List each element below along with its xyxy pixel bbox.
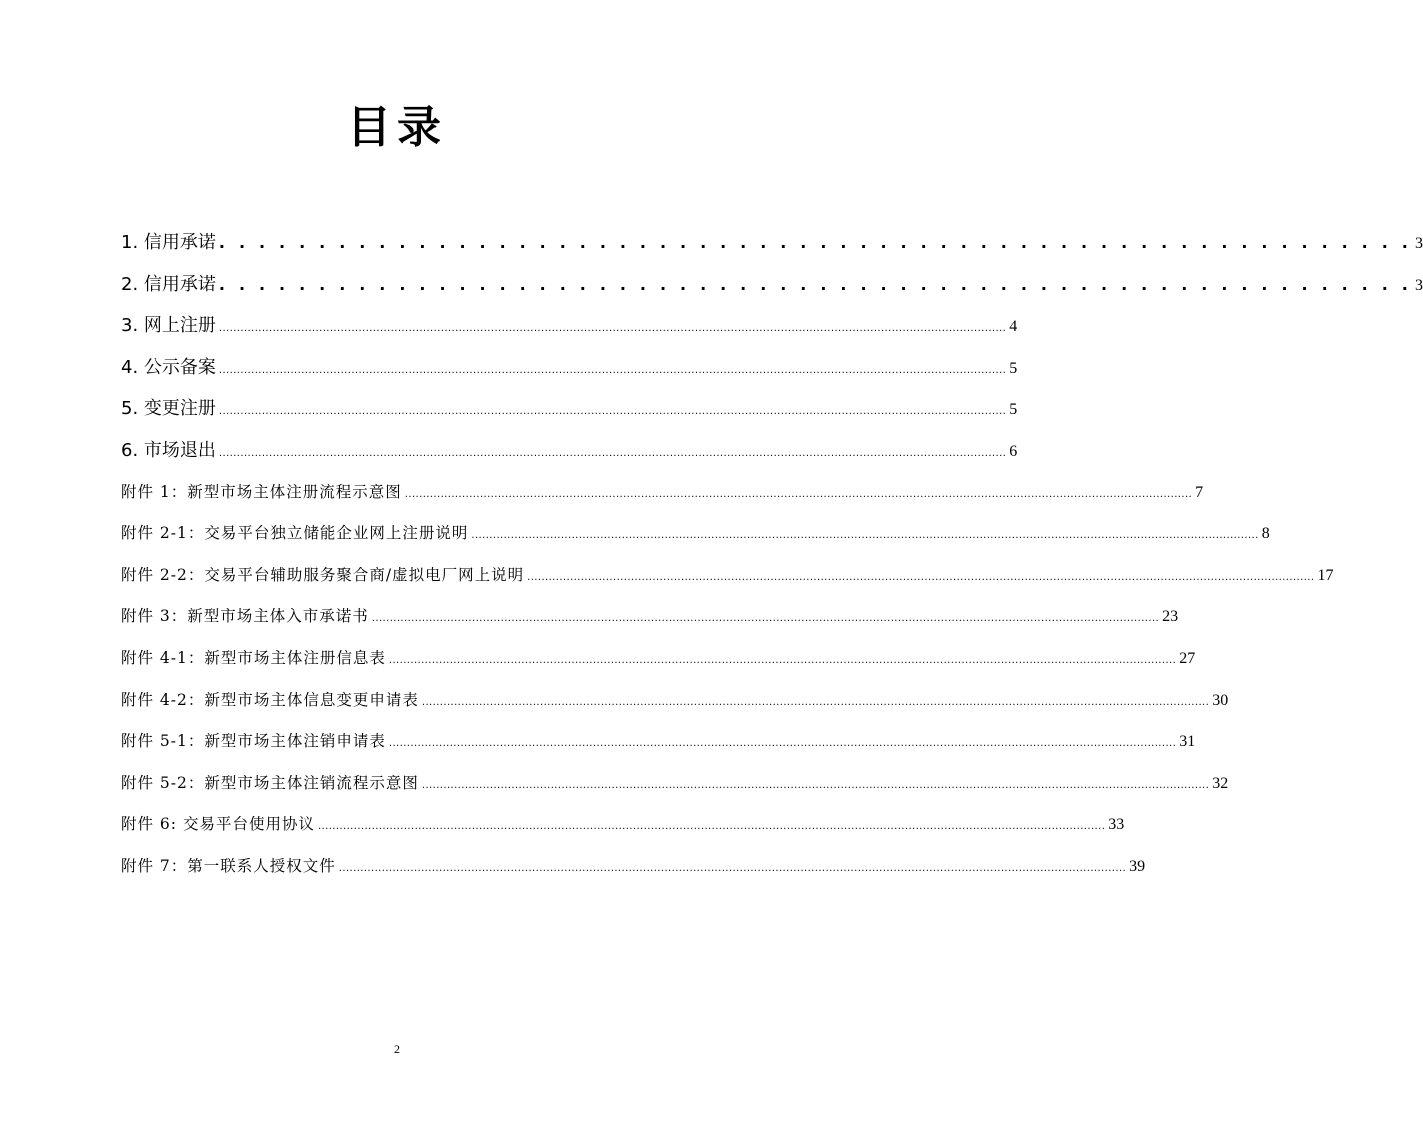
toc-entry[interactable] — [121, 222, 1423, 264]
toc-entry[interactable] — [121, 347, 1018, 389]
toc-entry-page-number: 32 — [1212, 774, 1229, 792]
toc-leader-dots: . . . . . . . . . . . . . . . . . . . . . . . . . . . . . . . . . . . . . . . . . . . . . . . . . . . . . . . . . . . . — [218, 233, 1413, 252]
toc-entry-page-number: 7 — [1195, 483, 1204, 501]
toc-entry-page-number: 27 — [1179, 649, 1196, 667]
toc-entry-label: 附件 1：新型市场主体注册流程示意图 — [121, 482, 402, 501]
toc-entry[interactable] — [121, 264, 1423, 306]
toc-entry[interactable] — [121, 305, 1018, 347]
toc-leader-dots: ............................................................................................................................................................................................................................ — [218, 323, 1007, 335]
toc-entry-page-number: 3 — [1415, 235, 1423, 252]
toc-entry-page-number: 6 — [1009, 442, 1018, 460]
toc-entry-page-number: 8 — [1261, 525, 1270, 543]
table-of-contents — [121, 222, 1423, 888]
toc-leader-dots: ............................................................................................................................................................................................................................ — [218, 364, 1007, 376]
toc-entry-page-number: 23 — [1162, 608, 1179, 626]
toc-entry-page-number: 5 — [1009, 359, 1018, 377]
toc-leader-dots: ............................................................................................................................................................................................................................ — [218, 447, 1007, 459]
toc-entry-page-number: 30 — [1212, 691, 1229, 709]
toc-leader-dots: ............................................................................................................................................................................................................................ — [404, 488, 1193, 500]
toc-leader-dots: ............................................................................................................................................................................................................................ — [218, 406, 1007, 418]
toc-entry[interactable] — [121, 638, 1196, 680]
toc-entry-page-number: 31 — [1179, 733, 1196, 751]
toc-leader-dots: ............................................................................................................................................................................................................................ — [471, 530, 1259, 542]
toc-entry[interactable] — [121, 596, 1179, 638]
toc-entry-label: 2. 信用承诺 — [121, 273, 216, 295]
toc-entry-page-number: 33 — [1108, 816, 1125, 834]
page-title: 目录 — [347, 102, 447, 153]
toc-entry[interactable] — [121, 680, 1229, 722]
toc-entry-label: 附件 6: 交易平台使用协议 — [121, 815, 315, 834]
toc-leader-dots: . . . . . . . . . . . . . . . . . . . . . . . . . . . . . . . . . . . . . . . . . . . . . . . . . . . . . . . . . . . . — [218, 274, 1413, 294]
toc-entry-label: 附件 2-2：交易平台辅助服务聚合商/虚拟电厂网上说明 — [121, 565, 525, 584]
toc-entry-label: 附件 5-1：新型市场主体注销申请表 — [121, 732, 386, 751]
toc-entry[interactable] — [121, 804, 1125, 846]
toc-entry[interactable] — [121, 513, 1270, 555]
toc-leader-dots: ............................................................................................................................................................................................................................ — [338, 862, 1127, 874]
toc-entry-page-number: 17 — [1317, 566, 1334, 584]
toc-entry[interactable] — [121, 846, 1146, 888]
toc-leader-dots: ............................................................................................................................................................................................................................ — [371, 613, 1160, 625]
toc-entry-label: 6. 市场退出 — [121, 439, 216, 461]
toc-entry[interactable] — [121, 388, 1018, 430]
toc-entry-label: 3. 网上注册 — [121, 315, 216, 337]
toc-entry-label: 附件 5-2：新型市场主体注销流程示意图 — [121, 773, 419, 792]
toc-entry[interactable] — [121, 555, 1334, 597]
toc-entry-page-number: 5 — [1009, 401, 1018, 419]
toc-entry[interactable] — [121, 763, 1229, 805]
toc-entry-page-number: 3 — [1415, 276, 1423, 294]
page-number: 2 — [394, 1042, 400, 1056]
toc-entry-page-number: 39 — [1129, 857, 1146, 875]
toc-entry-label: 5. 变更注册 — [121, 398, 216, 420]
toc-leader-dots: ............................................................................................................................................................................................................................ — [421, 779, 1210, 791]
toc-leader-dots: ............................................................................................................................................................................................................................ — [527, 571, 1315, 583]
toc-entry-label: 附件 2-1：交易平台独立储能企业网上注册说明 — [121, 524, 469, 543]
toc-leader-dots: ............................................................................................................................................................................................................................ — [421, 696, 1210, 708]
toc-entry-label: 4. 公示备案 — [121, 356, 216, 378]
toc-leader-dots: ............................................................................................................................................................................................................................ — [388, 738, 1177, 750]
toc-entry-label: 附件 4-1：新型市场主体注册信息表 — [121, 648, 386, 667]
toc-entry-label: 1. 信用承诺 — [121, 232, 216, 253]
toc-entry-page-number: 4 — [1009, 318, 1018, 336]
toc-leader-dots: ............................................................................................................................................................................................................................ — [388, 654, 1177, 666]
toc-entry[interactable] — [121, 430, 1018, 472]
toc-entry[interactable] — [121, 472, 1204, 514]
toc-entry[interactable] — [121, 721, 1196, 763]
toc-entry-label: 附件 3：新型市场主体入市承诺书 — [121, 607, 369, 626]
toc-leader-dots: ............................................................................................................................................................................................................................ — [317, 821, 1106, 833]
toc-entry-label: 附件 7：第一联系人授权文件 — [121, 856, 336, 875]
toc-entry-label: 附件 4-2：新型市场主体信息变更申请表 — [121, 690, 419, 709]
